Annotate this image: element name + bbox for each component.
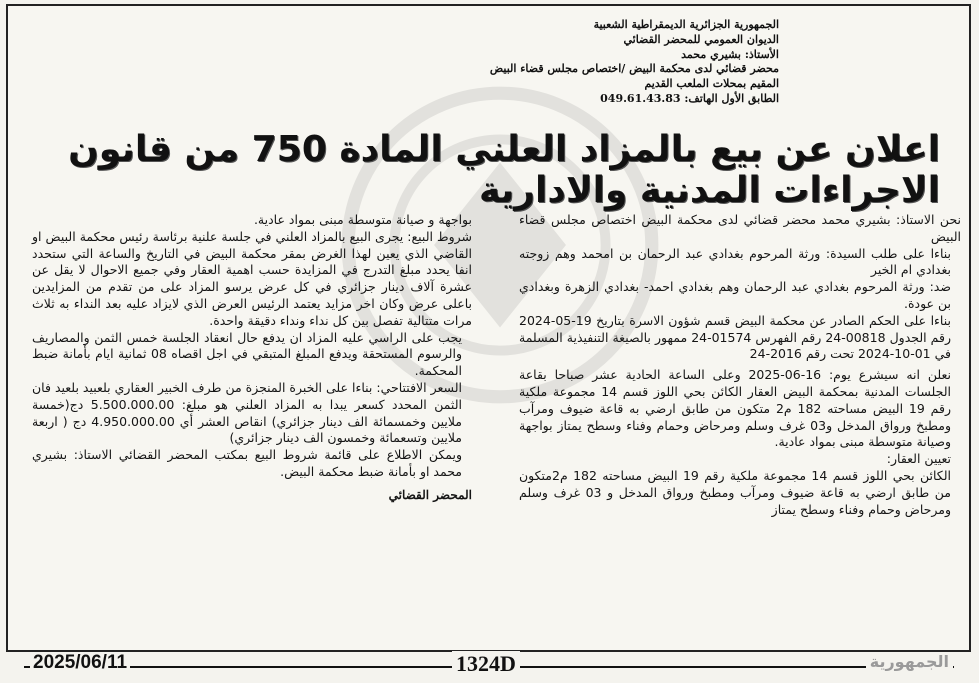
header-phone: الطابق الأول الهاتف: 049.61.43.83 xyxy=(600,91,779,105)
paragraph: شروط البيع: يجرى البيع بالمزاد العلني في جلسة علنية برئاسة رئيس محكمة البيض او القاضي الذي يعين لهذا الغرض بمقر محكمة البيض في التاريخ والساعة التي ستحدد انفا يحدد مبلغ التدرج في المزايدة حسب اهمية العقار وفي جميع الاحوال لا يقل عن عشرة آلاف دينار جزائري في كل عرض يرسو المزاد على من تقدم من المزايدين باعلى عرض وكان اخر مزايد يعتمد الرئيس العرض الذي لايزاد عليه بعد النداء به ثلاث مرات متتالية تفصل بين كل نداء ونداء دقيقة واحدة. xyxy=(32,228,472,328)
footer-number: 1324D xyxy=(452,651,520,677)
left-text-column xyxy=(32,212,472,504)
paragraph: يجب على الراسي عليه المزاد ان يدفع حال انعقاد الجلسة خمس الثمن والمصاريف والرسوم المستحقة ويدفع المبلغ المتبقي في اجل اقصاه 08 ثمانية ايام بأمانة ضبط المحكمة. xyxy=(32,329,462,379)
signature: المحضر القضائي xyxy=(388,487,472,502)
header-office: الديوان العمومي للمحضر القضائي xyxy=(623,32,779,46)
paragraph: ضد: ورثة المرحوم بغدادي عبد الرحمان وهم بغدادي احمد- بغدادي الزهرة وبغدادي بن عودة. xyxy=(519,279,951,311)
paragraph: نحن الاستاذ: بشيري محمد محضر قضائي لدى محكمة البيض اختصاص مجلس قضاء البيض xyxy=(519,212,961,244)
footer-date: 2025/06/11 xyxy=(30,652,130,674)
bailiff-header xyxy=(359,18,779,107)
right-text-column xyxy=(519,212,961,518)
paragraph: بواجهة و صيانة متوسطة مبنى بمواد عادية. xyxy=(253,212,472,227)
header-country: الجمهورية الجزائرية الديمقراطية الشعبية xyxy=(593,18,779,31)
header-jurisdiction: محضر قضائي لدى محكمة البيض /اختصاص مجلس قضاء البيض xyxy=(489,62,779,76)
paragraph: ويمكن الاطلاع على قائمة شروط البيع بمكتب المحضر القضائي الاستاذ: بشيري محمد او بأمانة ضبط محكمة البيض. xyxy=(32,447,462,479)
paragraph: نعلن انه سيشرع يوم: 16-06-2025 وعلى الساعة الحادية عشر صباحا بقاعة الجلسات المدنية بمحكمة البيض العقار الكائن بحي اللوز قسم 14 مجموعة ملكية رقم 19 البيض مساحته 182 م2 متكون من طابق ارضي به قاعة ضيوف ومرآب ومطبخ ورواق المدخل و03 غرف وسلم ومرحاض وحمام وفناء وسطح يمتاز بواجهة وصيانة متوسطة مبنى بمواد عادية. xyxy=(519,367,952,450)
announcement-title: اعلان عن بيع بالمزاد العلني المادة 750 من قانون الاجراءات المدنية والادارية xyxy=(68,129,940,211)
header-address: المقيم بمحلات الملعب القديم xyxy=(644,77,779,91)
header-bailiff-name: الأستاذ: بشيري محمد xyxy=(681,47,779,61)
paragraph: الكائن بحي اللوز قسم 14 مجموعة ملكية رقم 19 البيض مساحته 182 م2متكون من طابق ارضي به قاعة ضيوف ومرآب ومطبخ ورواق المدخل و 03 غرف وسلم ومرحاض وحمام وفناء وسطح يمتاز xyxy=(519,467,951,517)
section-heading: تعيين العقار: xyxy=(886,451,951,467)
paragraph: السعر الافتتاحي: بناءا على الخبرة المنجزة من طرف الخبير العقاري بلعبيد بلعيد فان الثمن المحدد كسعر يبدا به المزاد العلني هو مبلغ: 5.500.000.00 دج(خمسة ملايين وخمسمائة الف دينار جزائري) انقاص العشر أي 4.950.000.00 دج ( اربعة ملايين وتسعمائة وخمسون الف دينار جزائري) xyxy=(32,379,462,446)
paragraph: بناءا على الحكم الصادر عن محكمة البيض قسم شؤون الاسرة بتاريخ 19-05-2024 رقم الجدول 00818-24 رقم الفهرس 01574-24 ممهور بالصيغة التنفيذية المسلمة في 01-10-2024 تحت رقم 2016-24 xyxy=(519,312,951,362)
paragraph: بناءا على طلب السيدة: ورثة المرحوم بغدادي عبد الرحمان بن امحمد وهم زوجته بغدادي ام الخير xyxy=(519,245,951,278)
footer-brand: الجمهورية xyxy=(866,652,953,671)
